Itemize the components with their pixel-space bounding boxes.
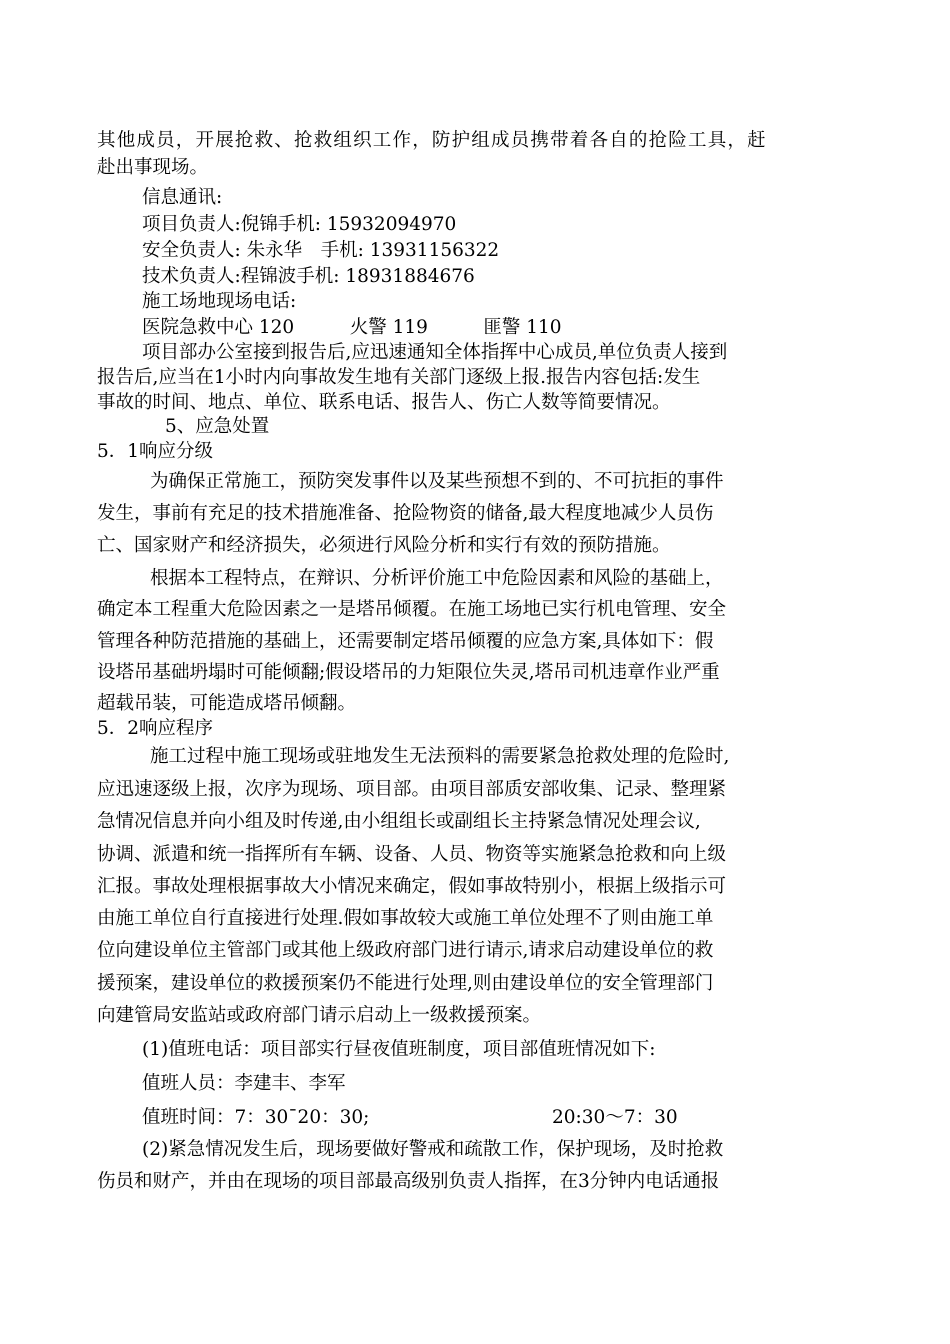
text-line: 事故的时间、地点、单位、联系电话、报告人、伤亡人数等简要情况。 (97, 392, 671, 413)
text-line: 援预案，建设单位的救援预案仍不能进行处理,则由建设单位的安全管理部门 (97, 973, 714, 994)
subsection-heading: 5．1响应分级 (97, 441, 214, 462)
text-line: 由施工单位自行直接进行处理.假如事故较大或施工单位处理不了则由施工单 (97, 908, 714, 929)
text-line: 施工过程中施工现场或驻地发生无法预料的需要紧急抢救处理的危险时, (150, 746, 730, 767)
contact-project-leader: 项目负责人:倪锦手机: 15932094970 (142, 214, 457, 235)
duty-time-day: 值班时间：7：30¯20：30; (142, 1107, 370, 1128)
text-line: 发生，事前有充足的技术措施准备、抢险物资的储备,最大程度地减少人员伤 (97, 503, 714, 524)
text-line: 管理各种防范措施的基础上，还需要制定塔吊倾覆的应急方案,具体如下：假 (97, 631, 714, 652)
text-line: 协调、派遣和统一指挥所有车辆、设备、人员、物资等实施紧急抢救和向上级 (97, 844, 727, 865)
text-line: 为确保正常施工，预防突发事件以及某些预想不到的、不可抗拒的事件 (150, 471, 724, 492)
text-line: 根据本工程特点，在辩识、分析评价施工中危险因素和风险的基础上， (150, 568, 724, 589)
text-line: 伤员和财产，并由在现场的项目部最高级别负责人指挥，在3分钟内电话通报 (97, 1171, 720, 1192)
text-line: 位向建设单位主管部门或其他上级政府部门进行请示,请求启动建设单位的救 (97, 940, 714, 961)
text-line: 赴出事现场。 (97, 157, 209, 178)
contact-safety-leader: 安全负责人: 朱永华 手机: 13931156322 (142, 240, 500, 261)
emergency-numbers: 医院急救中心 120 火警 119 匪警 110 (142, 317, 562, 338)
duty-staff: 值班人员：李建丰、李军 (142, 1073, 346, 1094)
text-line: 汇报。事故处理根据事故大小情况来确定，假如事故特别小，根据上级指示可 (97, 876, 727, 897)
text-line: 超载吊装，可能造成塔吊倾翻。 (97, 693, 357, 714)
text-line: 信息通讯: (142, 187, 223, 208)
text-line: 应迅速逐级上报，次序为现场、项目部。由项目部质安部收集、记录、整理紧 (97, 779, 727, 800)
text-line: 施工场地现场电话: (142, 291, 297, 312)
text-line: 急情况信息并向小组及时传递,由小组组长或副组长主持紧急情况处理会议, (97, 811, 701, 832)
subsection-heading: 5．2响应程序 (97, 718, 214, 739)
text-line: 亡、国家财产和经济损失，必须进行风险分析和实行有效的预防措施。 (97, 535, 671, 556)
text-line: 确定本工程重大危险因素之一是塔吊倾覆。在施工场地已实行机电管理、安全 (97, 599, 727, 620)
text-line: 报告后,应当在1小时内向事故发生地有关部门逐级上报.报告内容包括:发生 (97, 367, 701, 388)
contact-tech-leader: 技术负责人:程锦波手机: 18931884676 (142, 266, 475, 287)
text-line: (2)紧急情况发生后，现场要做好警戒和疏散工作，保护现场，及时抢救 (142, 1139, 724, 1160)
text-line: 其他成员，开展抢救、抢救组织工作，防护组成员携带着各自的抢险工具，赶 (97, 130, 767, 151)
text-line: 项目部办公室接到报告后,应迅速通知全体指挥中心成员,单位负责人接到 (142, 342, 728, 363)
text-line: 设塔吊基础坍塌时可能倾翻;假设塔吊的力矩限位失灵,塔吊司机违章作业严重 (97, 662, 720, 683)
section-heading: 5、应急处置 (165, 416, 270, 437)
duty-time-night: 20:30～7：30 (552, 1107, 678, 1128)
duty-phone: (1)值班电话：项目部实行昼夜值班制度，项目部值班情况如下: (142, 1039, 656, 1060)
text-line: 向建管局安监站或政府部门请示启动上一级救援预案。 (97, 1005, 542, 1026)
